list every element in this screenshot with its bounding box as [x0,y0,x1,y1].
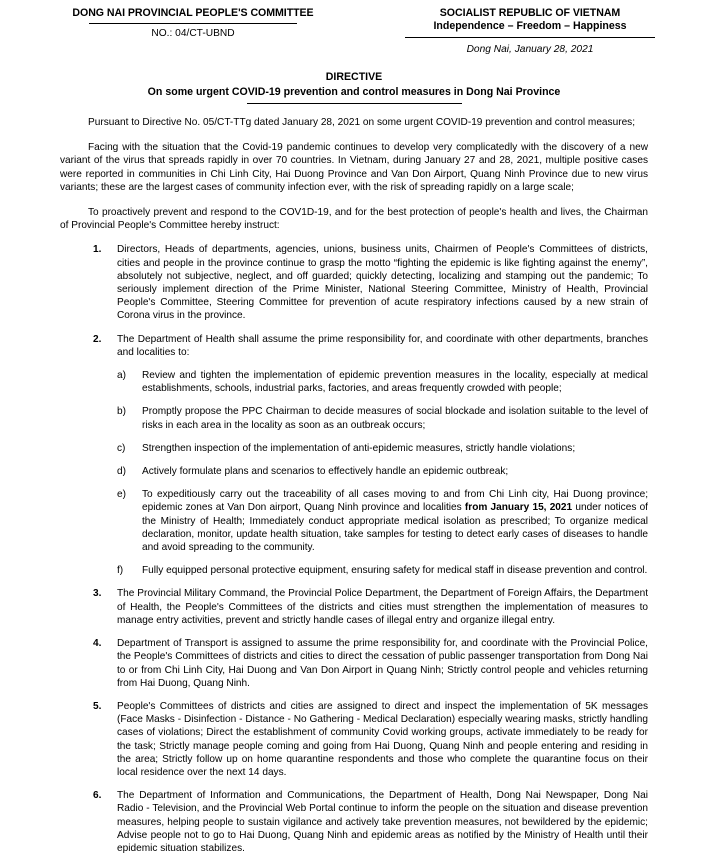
letterhead [0,0,708,57]
issuer-divider [89,23,297,24]
subitem-emphasis-date: from January 15, 2021 [464,502,573,514]
item-marker: 2. [93,333,102,345]
sub-instruction-item [117,442,648,455]
item-text: The Department of Information and Communications, the Department of Health, Dong Nai Newspaper, Dong Nai Radio - Television, and the Provincial Web Portal continue to inform the people on the situation and disease prevention measures, helping people to sustain vigilance and actively take prevention measures, not bewildered by the epidemic; Advise people not to go to Hai Duong, Quang Ninh and epidemic areas as notified by the Ministry of Health until their epidemic situation stabilizes. [117,790,648,854]
subitem-marker: a) [117,370,126,382]
sub-instruction-list [117,369,648,577]
instruction-item [60,243,648,322]
sub-instruction-item [117,465,648,478]
issuing-authority: DONG NAI PROVINCIAL PEOPLE'S COMMITTEE [72,7,314,19]
instruction-item [60,333,648,578]
item-marker: 6. [93,790,102,802]
national-motto: Independence – Freedom – Happiness [433,20,627,32]
document-subject: On some urgent COVID-19 prevention and control measures in Dong Nai Province [147,86,561,98]
motto-divider [405,37,655,38]
item-text: Directors, Heads of departments, agencies, unions, business units, Chairmen of People's Committees of districts, cities and people in the province continue to grasp the motto “fighting the epidemic is like fighting against the enemy”, absolutely not subjective, neglect, and off guarded; quickly detecting, localizing and stamping out the pandemic; To seriously implement direction of the Prime Minister, National Steering Committee, Ministry of Health, Provincial People's Committee, Steering Committee for prevention of acute respiratory infections caused by a new strain of Corona virus in the province. [117,244,648,322]
title-divider [247,103,462,104]
sub-instruction-item [117,369,648,395]
sub-instruction-item [117,564,648,577]
national-title: SOCIALIST REPUBLIC OF VIETNAM [439,7,621,19]
subitem-text: Promptly propose the PPC Chairman to decide measures of social blockade and isolation suitable to the level of risks in each area in the locality as soon as an outbreak occurs; [142,406,648,431]
instruction-list [60,243,648,855]
document-body [60,116,648,855]
subitem-text-tail: under notices of the Ministry of Health; Immediately conduct appropriate medical isolation as prescribed; To organize medical declaration, monitor, update health situation, take samples for testing to detect early cases of diseases to handle and avoid spreading to the community. [142,502,648,554]
subitem-marker: b) [117,406,126,418]
item-marker: 1. [93,244,102,256]
item-text: The Department of Health shall assume the prime responsibility for, and coordinate with other departments, branches and localities to: [117,333,648,358]
item-marker: 3. [93,588,102,600]
sub-instruction-item [117,405,648,431]
instruction-item [60,700,648,779]
letterhead-right [370,7,690,57]
place-and-date: Dong Nai, January 28, 2021 [466,44,594,55]
subitem-text-lead: To expeditiously carry out the traceability of all cases moving to and from Chi Linh city, Hai Duong province; epidemic zones at Van Don airport, Quang Ninh province and localities [142,489,648,514]
letterhead-left [28,7,358,41]
instruction-item [60,789,648,855]
item-marker: 5. [93,700,102,712]
subitem-text: Review and tighten the implementation of epidemic prevention measures in the locality, especially at medical establishments, schools, industrial parks, factories, and areas frequently crowded with people; [142,370,648,395]
subitem-marker: d) [117,466,126,478]
subitem-marker: c) [117,442,126,454]
subitem-text: Actively formulate plans and scenarios to effectively handle an epidemic outbreak; [142,466,509,478]
item-text: Department of Transport is assigned to assume the prime responsibility for, and coordinate with the Provincial Police, the People's Committees of districts and cities to direct the cessation of public passenger transportation from Dong Nai to or from Chi Linh City, Hai Duong and Van Don Airport in Quang Ninh; Strictly control people and vehicles returning from Hai Duong, Quang Ninh. [117,638,648,689]
subitem-marker: f) [117,565,124,577]
instruction-item [60,637,648,690]
subitem-text: Fully equipped personal protective equipment, ensuring safety for medical staff in disease prevention and control. [142,565,648,577]
item-text: The Provincial Military Command, the Provincial Police Department, the Department of Foreign Affairs, the Department of Health, the People's Committees of the districts and cities must strengthen the implementation of measures to manage entry activities, prevent and strictly handle cases of illegal entry and organize illegal entry. [117,588,648,626]
instruction-item [60,587,648,627]
sub-instruction-item [117,488,648,554]
document-title-block [0,71,708,104]
item-marker: 4. [93,638,102,650]
item-text: People's Committees of districts and cities are assigned to direct and inspect the implementation of 5K messages (Face Masks - Disinfection - Distance - No Gathering - Medical Declaration) especially wearing masks, strictly handling cases of violations; Direct the establishment of community Covid working groups, activate immediately to be ready for the task; Strictly manage people coming and going from Hai Duong, Quang Ninh and people entering and residing in the area; Strictly follow up on home quarantine respondents and those who complete the quarantine focus on their local residence over the next 14 days. [117,700,648,778]
preamble-paragraph-1: Pursuant to Directive No. 05/CT-TTg dated January 28, 2021 on some urgent COVID-19 prevention and control measures; [88,117,636,128]
preamble-paragraph-2: Facing with the situation that the Covid-19 pandemic continues to develop very complicatedly with the discovery of a new variant of the virus that spreads rapidly in over 70 countries. In Vietnam, during January 27 and 28, 2021, multiple positive cases were reported in communities in Chi Linh City, Hai Duong Province and Van Don Airport, Quang Ninh Province due to new virus variants; these are the largest cases of community infection ever, with the risk of spreading rapidly on a large scale; [60,142,648,193]
preamble-paragraph-3: To proactively prevent and respond to the COV1D-19, and for the best protection of people's health and lives, the Chairman of Provincial People's Committee hereby instruct: [60,207,648,232]
document-kind: DIRECTIVE [325,71,383,83]
subitem-text: Strengthen inspection of the implementation of anti-epidemic measures, strictly handle violations; [142,442,576,454]
document-number: NO.: 04/CT-UBND [151,28,235,39]
subitem-marker: e) [117,489,126,501]
